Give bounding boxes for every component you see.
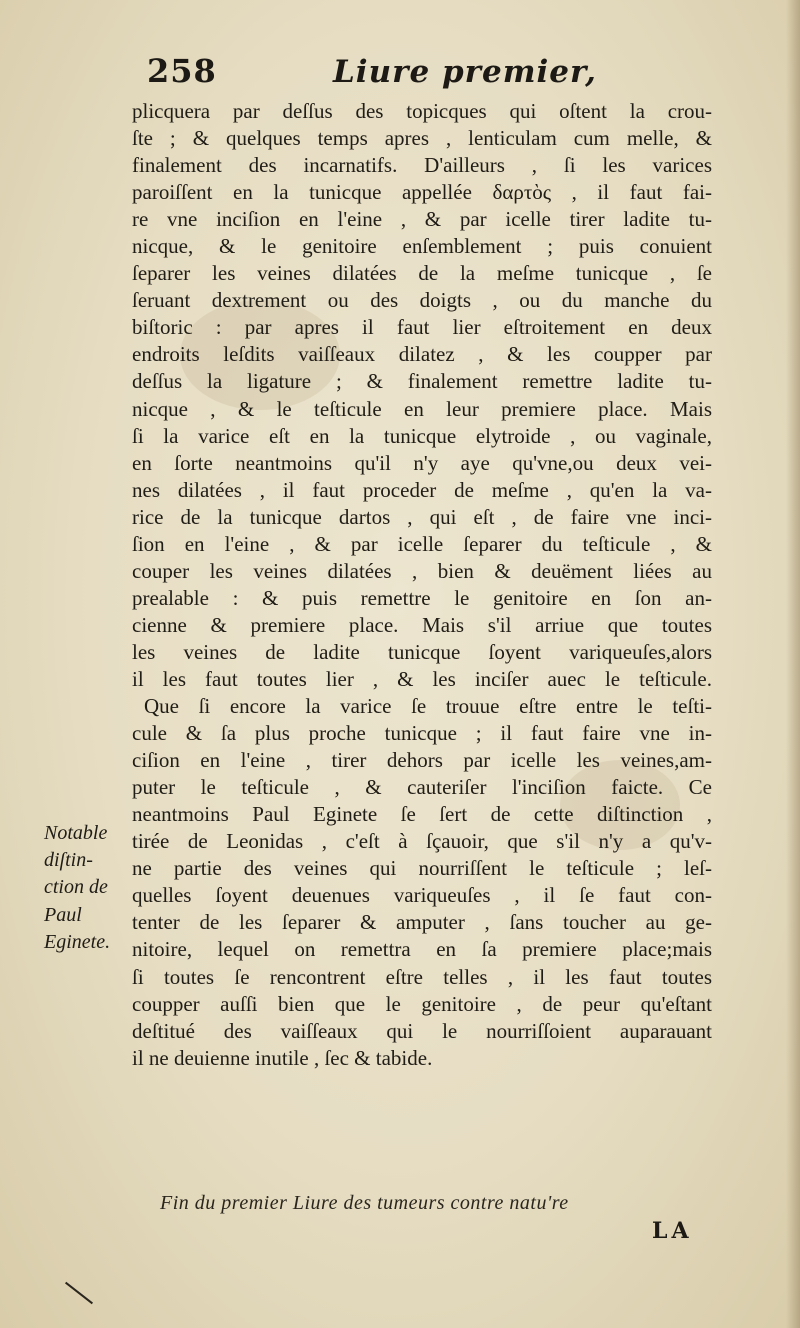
text-line: ciſion en l'eine , tirer dehors par icelle les veines,am- — [132, 748, 712, 773]
text-line: il les faut toutes lier , & les inciſer auec le teſticule. — [132, 666, 712, 691]
text-line: deſtitué des vaiſſeaux qui le nourriſſoient auparauant — [132, 1018, 712, 1043]
text-line: endroits leſdits vaiſſeaux dilatez , & les coupper par — [132, 342, 712, 367]
page-header — [143, 52, 663, 98]
text-line: les veines de ladite tunicque ſoyent variqueuſes,alors — [132, 639, 712, 664]
text-line: couper les veines dilatées , bien & deuëment liées au — [132, 558, 712, 583]
page-number: 258 — [147, 52, 217, 90]
text-line: nitoire, lequel on remettra en ſa premiere place;mais — [132, 937, 712, 962]
text-line: deſſus la ligature ; & finalement remettre ladite tu- — [132, 369, 712, 394]
text-line: ſion en l'eine , & par icelle ſeparer du teſticule , & — [132, 531, 712, 556]
text-line: coupper auſſi bien que le genitoire , de peur qu'eſtant — [132, 991, 712, 1016]
margin-note-line: ction de — [44, 876, 108, 899]
text-line: ſeruant dextrement ou des doigts , ou du manche du — [132, 288, 712, 313]
margin-note-line: Paul — [44, 903, 82, 926]
catchword: LA — [652, 1218, 693, 1244]
text-line: puter le teſticule , & cauteriſer l'inciſion faicte. Ce — [132, 775, 712, 800]
text-line: cule & ſa plus proche tunicque ; il faut faire vne in- — [132, 721, 712, 746]
text-line: ſi toutes ſe rencontrent eſtre telles , il les faut toutes — [132, 964, 712, 989]
colophon-line: Fin du premier Liure des tumeurs contre natu're — [160, 1192, 569, 1214]
text-line: ſte ; & quelques temps apres , lenticulam cum melle, & — [132, 126, 712, 151]
text-line: prealable : & puis remettre le genitoire en ſon an- — [132, 585, 712, 610]
text-line: re vne inciſion en l'eine , & par icelle tirer ladite tu- — [132, 207, 712, 232]
text-line: nicque, & le genitoire enſemblement ; puis conuient — [132, 234, 712, 259]
text-line: finalement des incarnatifs. D'ailleurs , ſi les varices — [132, 153, 712, 178]
text-line: ne partie des veines qui nourriſſent le teſticule ; leſ- — [132, 856, 712, 881]
text-line: neantmoins Paul Eginete ſe ſert de cette diſtinction , — [132, 802, 712, 827]
text-line: ſeparer les veines dilatées de la meſme tunicque , ſe — [132, 261, 712, 286]
text-line: il ne deuienne inutile , ſec & tabide. — [132, 1045, 433, 1070]
text-line: paroiſſent en la tunicque appellée δαρτὸς , il faut fai- — [132, 180, 712, 205]
pen-mark — [65, 1282, 93, 1305]
text-line: ſi la varice eſt en la tunicque elytroide , ou vaginale, — [132, 423, 712, 448]
margin-note-line: diſtin- — [44, 849, 93, 872]
text-line: en ſorte neantmoins qu'il n'y aye qu'vne,ou deux vei- — [132, 450, 712, 475]
text-line: rice de la tunicque dartos , qui eſt , de faire vne inci- — [132, 504, 712, 529]
text-line: Que ſi encore la varice ſe trouue eſtre entre le teſti- — [144, 694, 712, 719]
text-line: tirée de Leonidas , c'eſt à ſçauoir, que s'il n'y a qu'v- — [132, 829, 712, 854]
marginal-note — [44, 820, 140, 956]
text-line: nicque , & le teſticule en leur premiere place. Mais — [132, 396, 712, 421]
text-line: nes dilatées , il faut proceder de meſme , qu'en la va- — [132, 477, 712, 502]
text-line: quelles ſoyent deuenues variqueuſes , il ſe faut con- — [132, 883, 712, 908]
main-text-block — [132, 98, 712, 1072]
margin-note-line: Notable — [44, 822, 108, 844]
text-line: plicquera par deſſus des topicques qui oſtent la crou- — [132, 99, 712, 123]
text-line: tenter de les ſeparer & amputer , ſans toucher au ge- — [132, 910, 712, 935]
running-title: Liure premier, — [333, 54, 597, 90]
margin-note-line: Eginete. — [44, 930, 111, 953]
text-line: cienne & premiere place. Mais s'il arriue que toutes — [132, 612, 712, 637]
text-line: biſtoric : par apres il faut lier eſtroitement en deux — [132, 315, 712, 340]
